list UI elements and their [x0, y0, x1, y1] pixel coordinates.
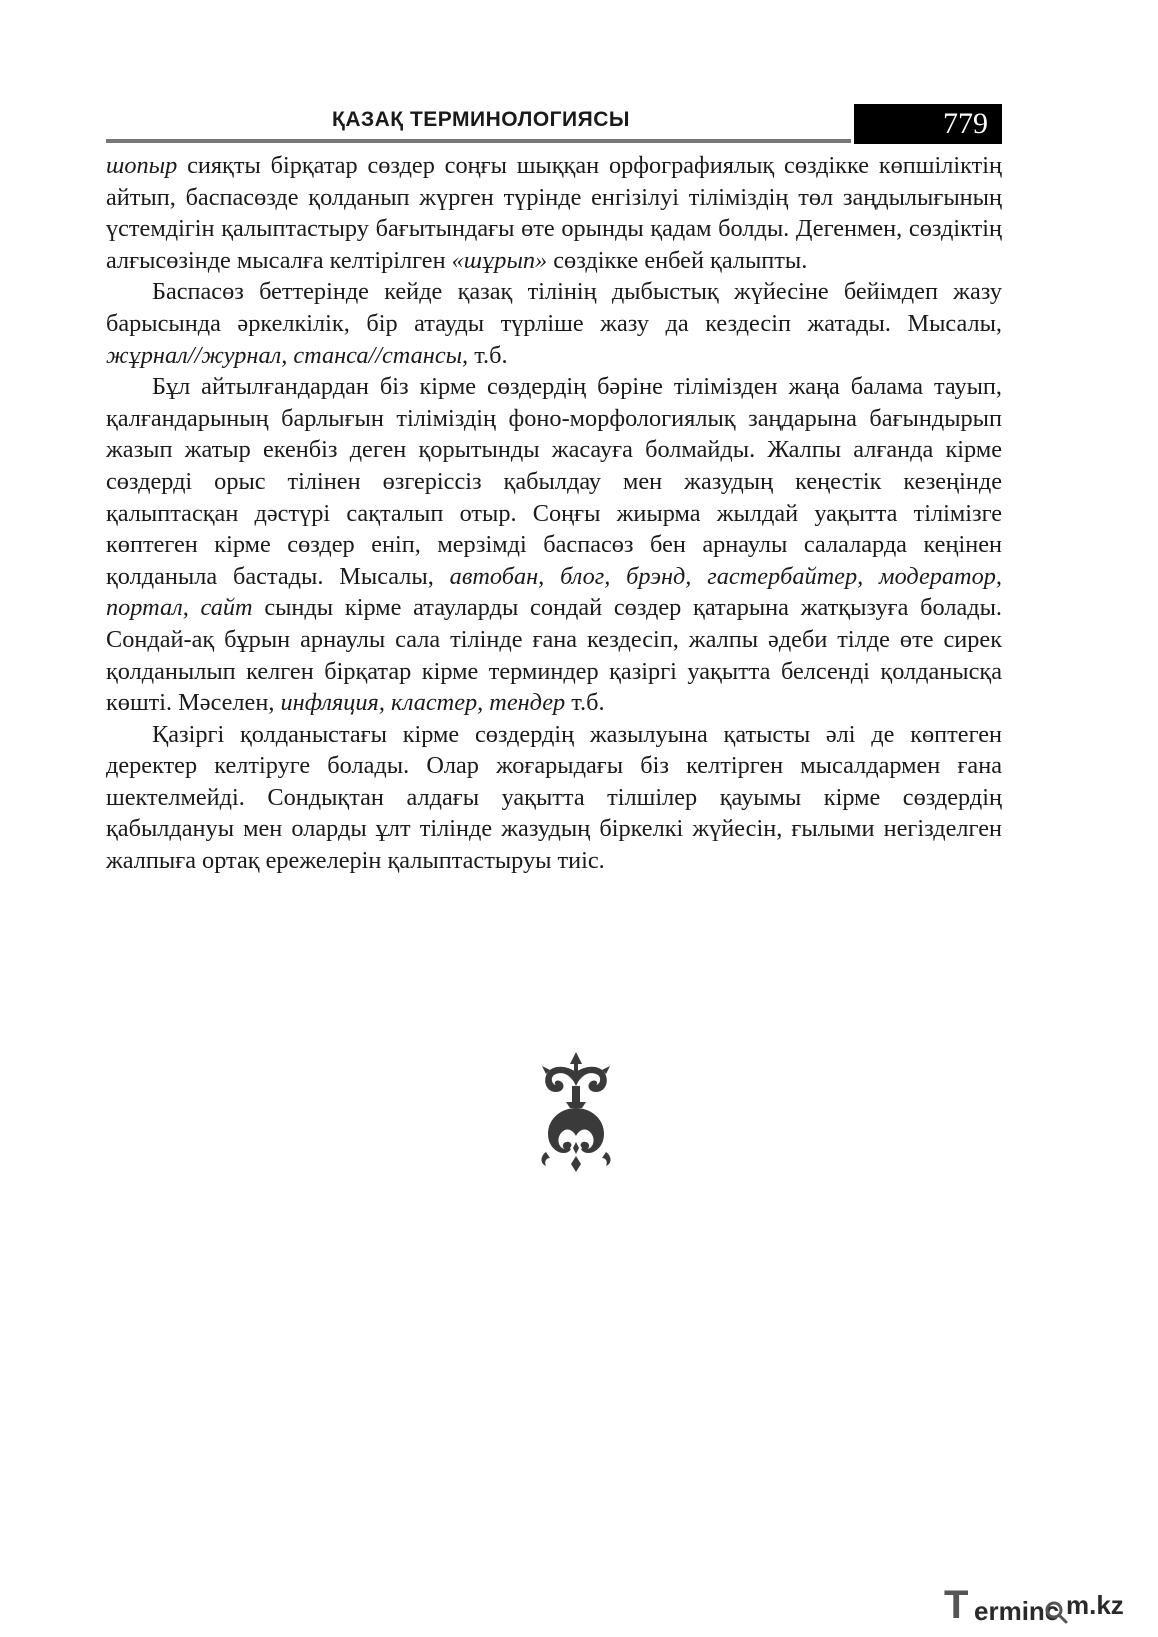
watermark-logo — [944, 1584, 1144, 1628]
text-run: т.б. — [565, 689, 605, 717]
watermark-prefix: T — [944, 1583, 969, 1627]
watermark-middle: erminc — [974, 1596, 1060, 1626]
paragraph — [106, 150, 1002, 276]
text-run: Қазіргі қолданыстағы кірме сөздердің жазылуына қатысты әлі де көптеген деректер келтіруге болады. Олар жоғарыдағы біз келтірген мысалдармен ғана шектелмейді. Сондықтан алдағы уақытта тілшілер қауымы кірме сөздердің қабылдануы мен оларды ұлт тілінде жазудың біркелкі жүйесін, ғылыми негізделген жалпыға ортақ ережелерін қалыптастыруы тиіс. — [106, 720, 1002, 875]
italic-run: жұрнал//журнал, станса//стансы, — [106, 341, 469, 369]
text-run: Баспасөз беттерінде кейде қазақ тілінің дыбыстық жүйесіне бейімдеп жазу барысында әркелкілік, бір атауды түрліше жазу да кездесіп жатады. Мысалы, — [106, 278, 1002, 337]
paragraph — [106, 371, 1002, 719]
magnifier-icon — [1044, 1600, 1068, 1624]
page-number: 779 — [854, 104, 1002, 144]
italic-run: инфляция, кластер, тендер — [280, 689, 566, 717]
running-title: ҚАЗАҚ ТЕРМИНОЛОГИЯСЫ — [332, 108, 630, 131]
page-header — [106, 104, 1002, 146]
header-rule — [106, 139, 851, 143]
watermark-suffix: m.kz — [1066, 1590, 1124, 1620]
text-run: сөздікке енбей қалыпты. — [547, 246, 808, 274]
text-run: сынды кірме атауларды сондай сөздер қатарына жатқызуға болады. Сондай-ақ бұрын арнаулы сала тілінде ғана кездесіп, жалпы әдеби тілде өте сирек қолданылып келген бірқатар кірме терминдер қазіргі уақытта белсенді қолданысқа көшті. Мәселен, — [106, 594, 1003, 717]
paragraph — [106, 276, 1002, 371]
italic-run: «шұрып» — [451, 246, 548, 274]
body-text — [106, 150, 1002, 877]
paragraph — [106, 719, 1002, 877]
text-run: сияқты бірқатар сөздер соңғы шыққан орфографиялық сөздікке көпшіліктің айтып, баспасөзде қолданып жүрген түрінде енгізілуі тіліміздің төл заңдылығының үстемдігін қалыптастыру бағытындағы өте орынды қадам болды. Дегенмен, сөздіктің алғысөзінде мысалға келтірілген — [106, 152, 1002, 274]
italic-run: автобан, блог, брэнд, гастербайтер, модератор, портал, сайт — [106, 562, 1002, 622]
text-run: т.б. — [468, 341, 508, 369]
text-run: Бұл айтылғандардан біз кірме сөздердің бәріне тілімізден жаңа балама тауып, қалғандарының барлығын тіліміздің фоно-морфологиялық заңдарына бағындырып жазып жатыр екенбіз деген қорытынды жасауға болмайды. Жалпы алғанда кірме сөздерді орыс тілінен өзгеріссіз қабылдау мен жазудың кеңестік кезеңінде қалыптасқан дәстүрі сақталып отыр. Соңғы жиырма жылдай уақытта тілімізге көптеген кірме сөздер еніп, мерзімді баспасөз бен арнаулы салаларда кеңінен қолданыла бастады. Мысалы, — [106, 373, 1002, 590]
kazakh-ornament-icon — [538, 1052, 614, 1172]
italic-run: шопыр — [106, 152, 178, 179]
